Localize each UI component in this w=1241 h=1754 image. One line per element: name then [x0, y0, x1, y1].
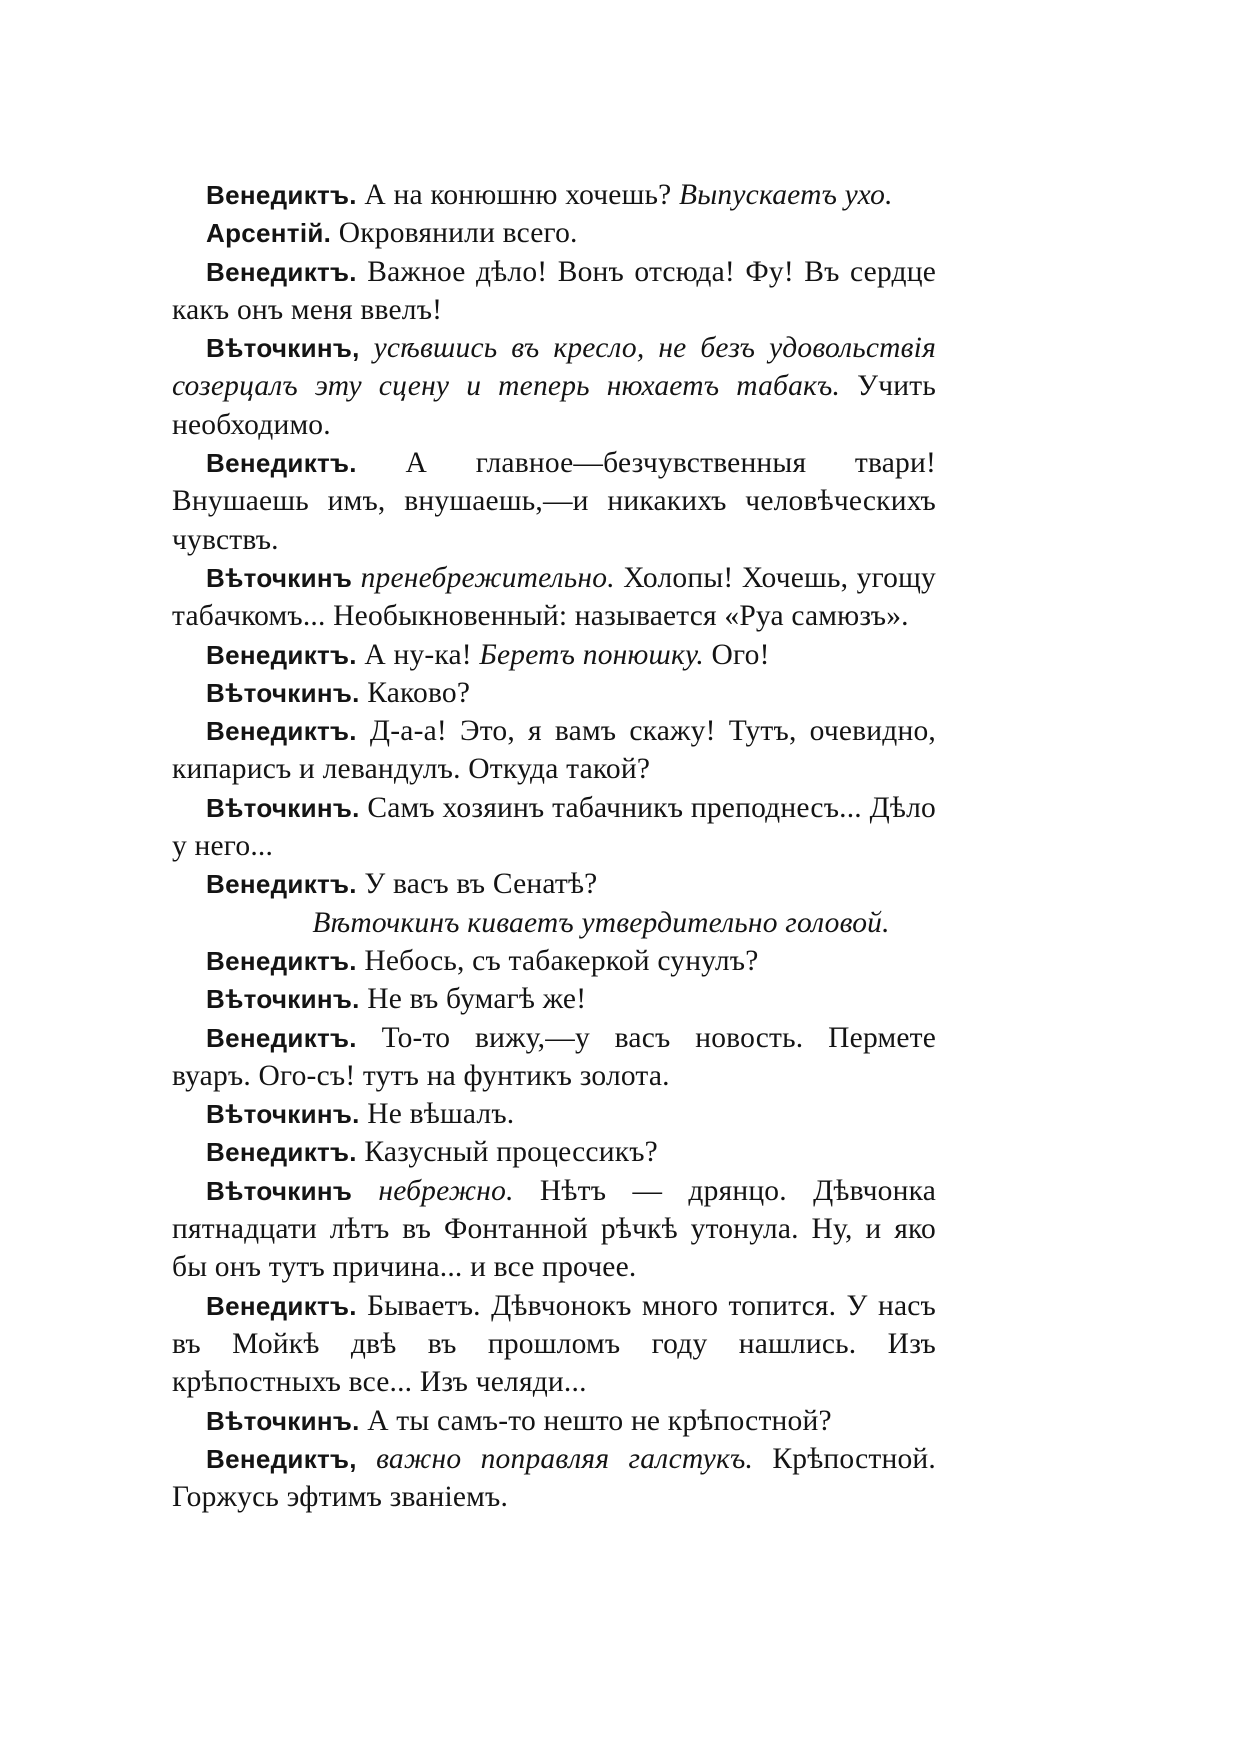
speaker-name: Венедиктъ. [206, 1137, 357, 1168]
stage-note: важно поправляя галстукъ. [356, 1442, 754, 1475]
speech-text: Не вѣшалъ. [359, 1098, 515, 1131]
speaker-name: Вѣточкинъ. [206, 1405, 360, 1436]
dialogue-line [172, 980, 936, 1018]
dialogue-line [172, 214, 936, 252]
stage-direction: Вѣточкинъ киваетъ утвердительно головой. [312, 906, 890, 939]
speaker-name: Вѣточкинъ. [206, 1099, 360, 1130]
speech-text: Небось, съ табакеркой сунулъ? [356, 944, 759, 977]
speech-text: Бываетъ. Дѣвчонокъ много топится. У насъ въ Мойкѣ двѣ въ прошломъ году нашлись. Изъ крѣпостныхъ все... Изъ челяди... [172, 1289, 936, 1399]
speech-text: Крѣпостной. Горжусь эфтимъ званіемъ. [172, 1442, 936, 1514]
dialogue-line [172, 444, 936, 559]
dialogue-line [172, 1095, 936, 1133]
speaker-name: Венедиктъ. [206, 448, 357, 479]
dialogue-line [172, 865, 936, 903]
speaker-name: Вѣточкинъ. [206, 677, 360, 708]
speech-text: У васъ въ Сенатѣ? [356, 868, 598, 901]
dialogue-line [172, 559, 936, 636]
dialogue-line [172, 1287, 936, 1402]
dialogue-line [172, 329, 936, 444]
speech-text: Д-а-а! Это, я вамъ скажу! Тутъ, очевидно, кипарисъ и левандулъ. Откуда такой? [172, 715, 936, 786]
speaker-name: Вѣточкинъ [206, 1175, 353, 1206]
dialogue-line [172, 1172, 936, 1287]
speech-text: А главное—безчувственныя твари! Внушаешь имъ, внушаешь,—и никакихъ человѣческихъ чувствъ. [172, 447, 936, 556]
speaker-name: Венедиктъ, [206, 1443, 357, 1474]
speaker-name: Венедиктъ. [206, 256, 357, 287]
speaker-name: Венедиктъ. [206, 1022, 357, 1053]
stage-note: пренебрежительно. [352, 561, 615, 594]
dialogue-line [172, 1019, 936, 1096]
speaker-name: Вѣточкинъ. [206, 984, 360, 1015]
dialogue-line [172, 789, 936, 866]
speech-text: Каково? [359, 676, 471, 709]
speaker-name: Венедиктъ. [206, 1290, 357, 1321]
speech-text: То-то вижу,—у васъ новость. Пермете вуаръ. Ого-съ! тутъ на фунтикъ золота. [172, 1021, 936, 1092]
dialogue-line [172, 176, 936, 214]
dialogue-line [172, 674, 936, 712]
dialogue-line [172, 712, 936, 789]
dialogue-line [172, 942, 936, 980]
speaker-name: Арсентій. [206, 218, 332, 249]
dialogue-line [172, 253, 936, 330]
dialogue-line [172, 1440, 936, 1517]
speech-text: Казусный процессикъ? [356, 1136, 658, 1169]
speech-text: Окровянили всего. [331, 217, 578, 250]
dialogue-line [172, 1402, 936, 1440]
dialogue-line [172, 1133, 936, 1171]
speech-text: Холопы! Хочешь, угощу табачкомъ... Необыкновенный: называется «Руа самюзъ». [172, 561, 936, 633]
stage-note: Выпускаетъ ухо. [679, 179, 893, 211]
stage-note: небрежно. [352, 1174, 514, 1207]
dialogue-line [172, 636, 936, 674]
play-page [172, 176, 936, 1516]
speech-text: Ого! [703, 638, 770, 671]
speech-text: А ну-ка! [356, 638, 480, 671]
speaker-name: Венедиктъ. [206, 869, 357, 900]
speaker-name: Вѣточкинъ, [206, 333, 360, 364]
speaker-name: Вѣточкинъ [206, 562, 353, 593]
speaker-name: Венедиктъ. [206, 945, 357, 976]
speech-text: А на конюшню хочешь? [356, 179, 680, 211]
speech-text: Важное дѣло! Вонъ отсюда! Фу! Въ сердце какъ онъ меня ввелъ! [172, 255, 936, 326]
speech-text: А ты самъ-то нешто не крѣпостной? [359, 1404, 832, 1437]
speech-text: Самъ хозяинъ табачникъ преподнесъ... Дѣло у него... [172, 791, 936, 863]
speaker-name: Венедиктъ. [206, 639, 357, 670]
stage-note: Беретъ понюшку. [479, 638, 704, 671]
speech-text: Не въ бумагѣ же! [359, 983, 587, 1016]
speaker-name: Венедиктъ. [206, 180, 357, 210]
speaker-name: Венедиктъ. [206, 716, 357, 747]
speaker-name: Вѣточкинъ. [206, 792, 360, 823]
speech-text: Нѣтъ — дрянцо. Дѣвчонка пятнадцати лѣтъ въ Фонтанной рѣчкѣ утонула. Ну, и яко бы онъ тутъ причина... и все прочее. [172, 1174, 936, 1284]
speech-text: Учить необходимо. [172, 370, 936, 441]
stage-note: усѣвшись въ кресло, не безъ удовольствія созерцалъ эту сцену и теперь нюхаетъ табакъ. [172, 332, 936, 403]
